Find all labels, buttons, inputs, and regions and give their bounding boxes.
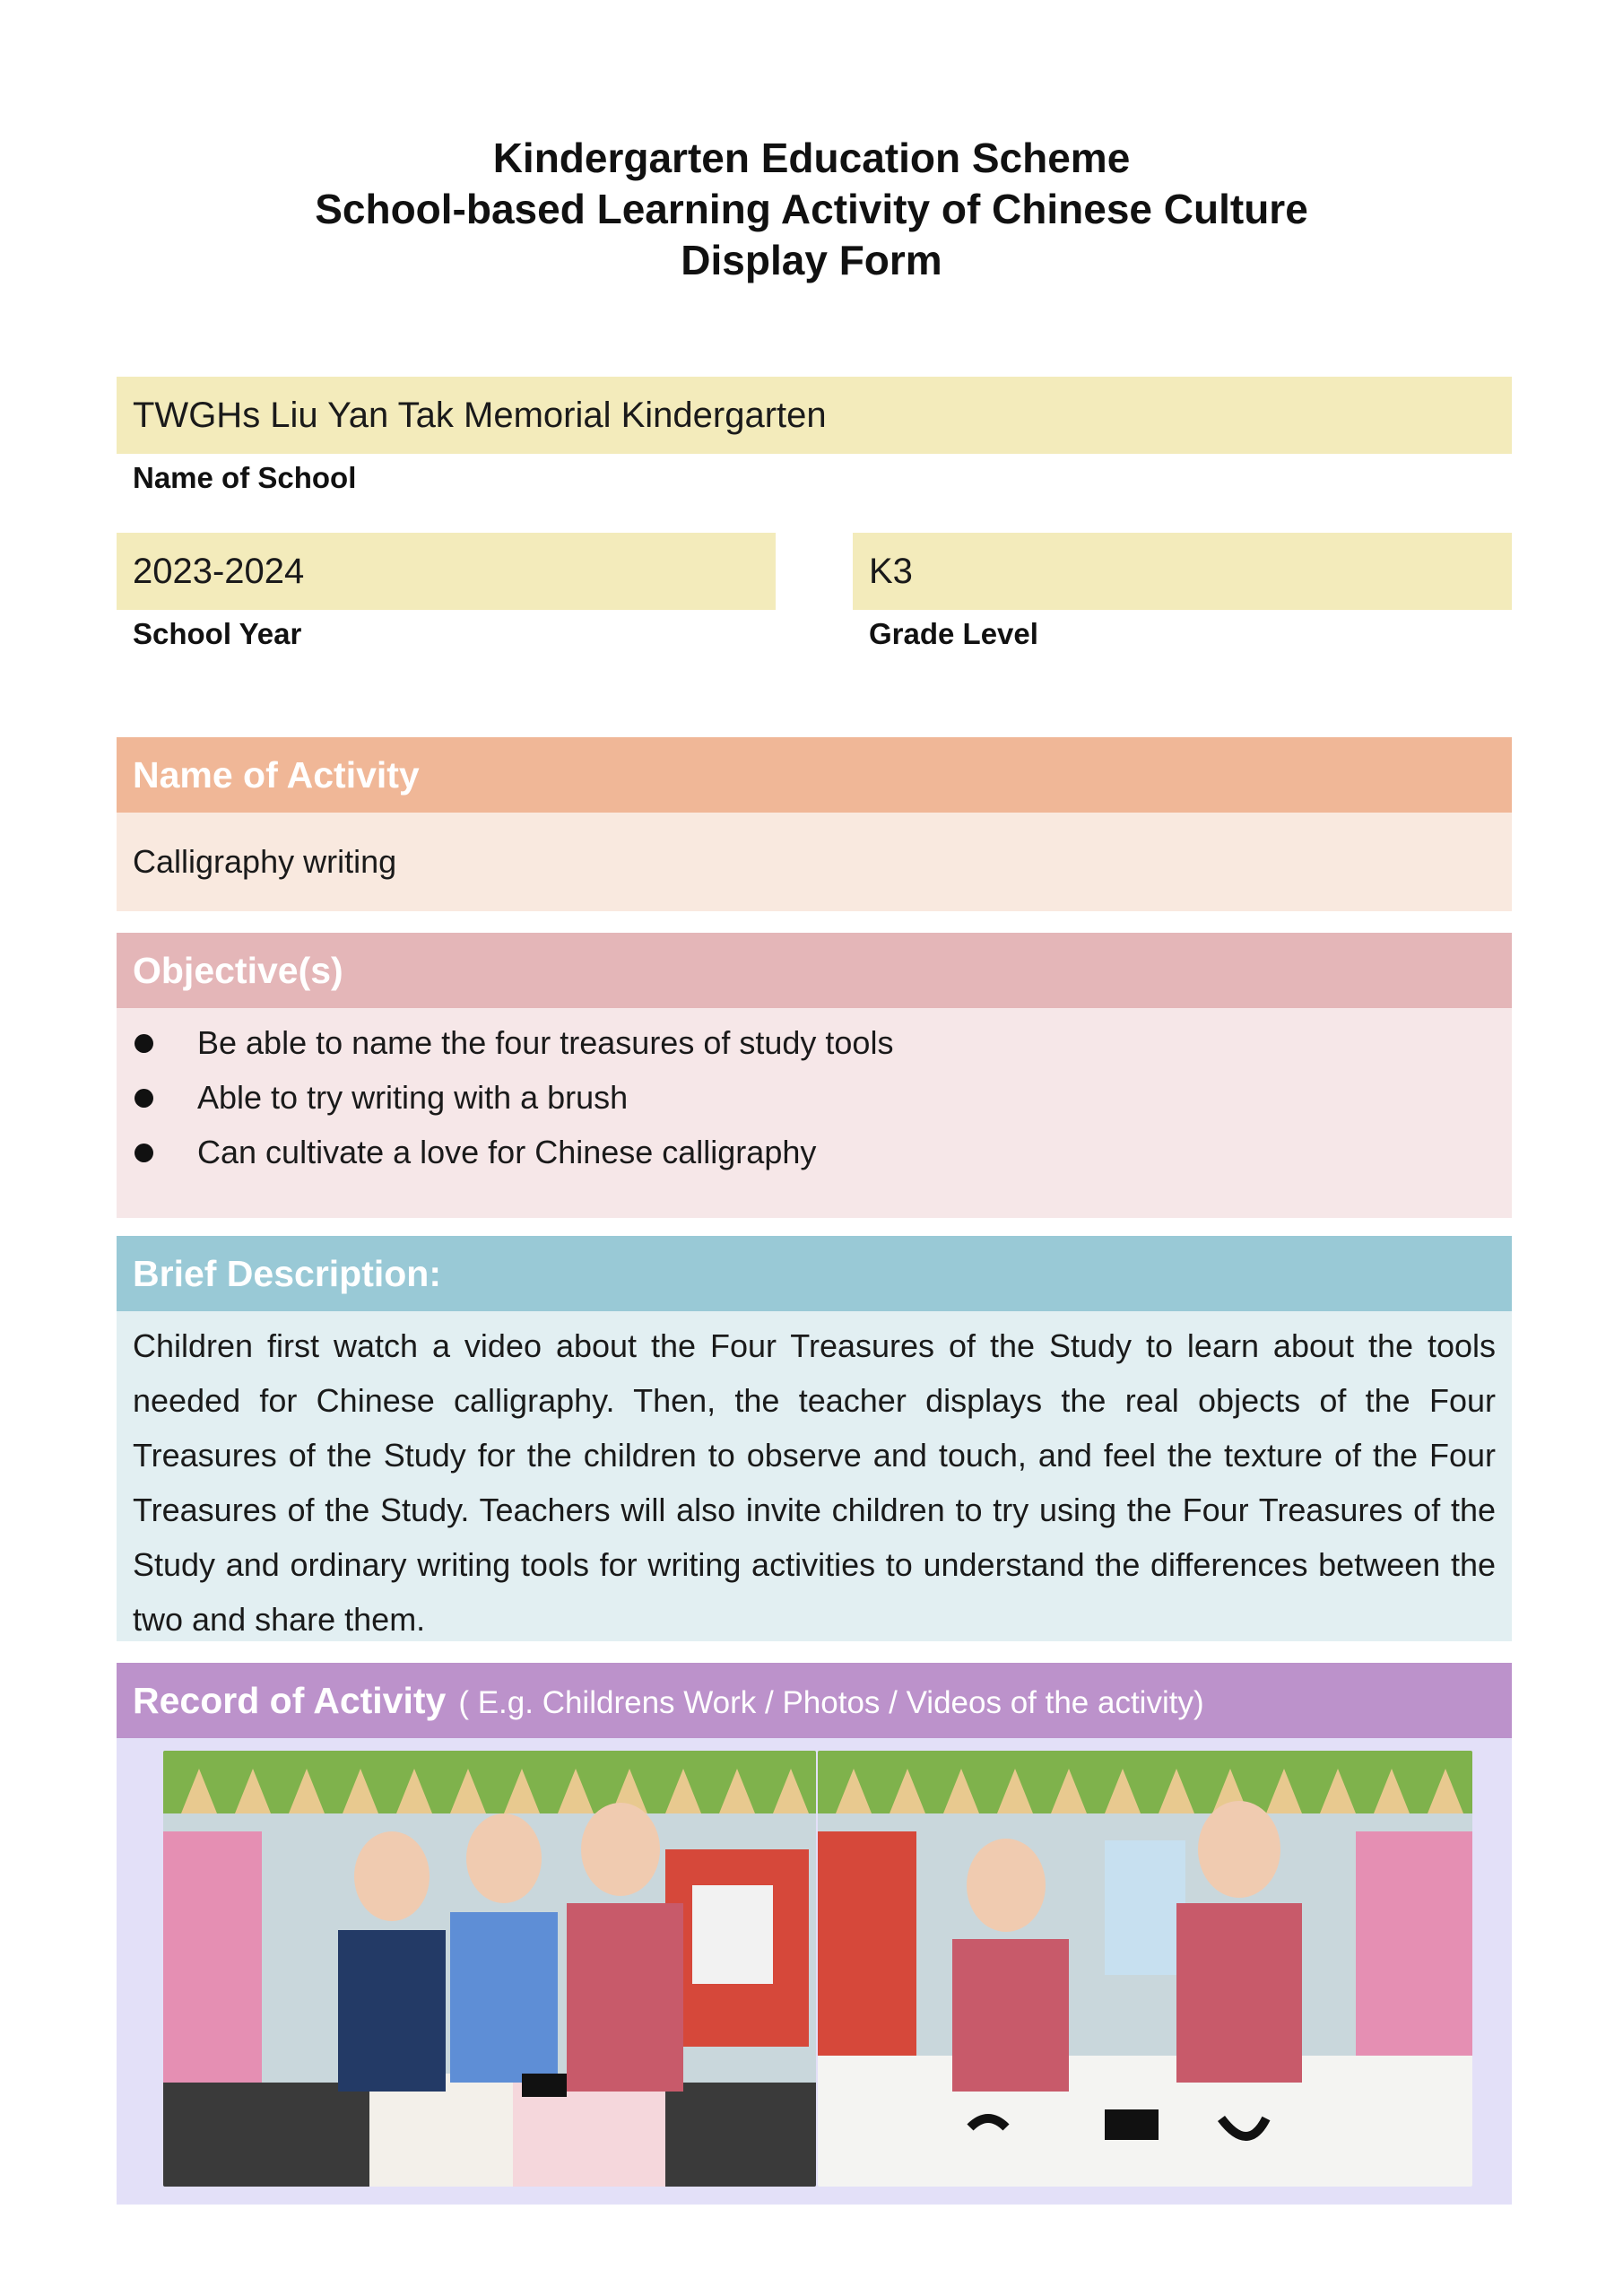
objective-item bbox=[117, 1016, 1512, 1070]
grade-level-label: Grade Level bbox=[869, 617, 1038, 650]
title-line-2: School-based Learning Activity of Chinese Culture bbox=[315, 186, 1308, 232]
record-section-body bbox=[117, 1738, 1512, 2205]
description-section-body[interactable] bbox=[117, 1311, 1512, 1641]
description-text: Children first watch a video about the Four Treasures of the Study to learn about the tools needed for Chinese calligraphy. Then, the teacher displays the real objects of the Four Treasures of the Study for the children to observe and touch, and feel the texture of the Four Treasures of the Study. Teachers will also invite children to try using the Four Treasures of the Study and ordinary writing tools for writing activities to understand the differences between the two and share them. bbox=[133, 1327, 1496, 1638]
title-line-1: Kindergarten Education Scheme bbox=[492, 135, 1131, 181]
school-year-field[interactable] bbox=[117, 533, 776, 610]
record-heading: Record of Activity bbox=[133, 1680, 447, 1721]
activity-photo-right[interactable] bbox=[818, 1751, 1472, 2187]
grade-level-value: K3 bbox=[869, 552, 913, 591]
objective-text: Can cultivate a love for Chinese calligraphy bbox=[197, 1134, 817, 1170]
photo-left-image bbox=[163, 1751, 816, 2187]
objectives-section-header bbox=[117, 933, 1512, 1008]
bullet-icon bbox=[135, 1144, 153, 1162]
photo-right-image bbox=[818, 1751, 1472, 2187]
school-name-label: Name of School bbox=[133, 461, 357, 494]
activity-section-header bbox=[117, 737, 1512, 813]
activity-name-value: Calligraphy writing bbox=[133, 843, 397, 880]
title-line-3: Display Form bbox=[681, 237, 942, 283]
objective-text: Able to try writing with a brush bbox=[197, 1079, 629, 1116]
objectives-heading: Objective(s) bbox=[133, 950, 343, 991]
description-heading: Brief Description: bbox=[133, 1253, 441, 1294]
activity-photo-left[interactable] bbox=[163, 1751, 816, 2187]
objectives-section-body[interactable] bbox=[117, 1008, 1512, 1218]
objective-text: Be able to name the four treasures of study tools bbox=[197, 1024, 894, 1061]
grade-level-field[interactable] bbox=[853, 533, 1512, 610]
objective-item bbox=[117, 1071, 1512, 1125]
description-section-header bbox=[117, 1236, 1512, 1311]
bullet-icon bbox=[135, 1089, 153, 1108]
activity-heading: Name of Activity bbox=[133, 754, 420, 796]
document-title bbox=[0, 133, 1623, 286]
objective-item bbox=[117, 1126, 1512, 1179]
record-section-header bbox=[117, 1663, 1512, 1738]
school-name-field[interactable] bbox=[117, 377, 1512, 454]
bullet-icon bbox=[135, 1034, 153, 1053]
school-year-value: 2023-2024 bbox=[133, 552, 305, 591]
record-note: ( E.g. Childrens Work / Photos / Videos of the activity) bbox=[458, 1685, 1204, 1720]
activity-section-body[interactable] bbox=[117, 813, 1512, 911]
school-name-value: TWGHs Liu Yan Tak Memorial Kindergarten bbox=[133, 396, 827, 435]
record-heading-wrap bbox=[133, 1663, 1204, 1738]
school-year-label: School Year bbox=[133, 617, 302, 650]
